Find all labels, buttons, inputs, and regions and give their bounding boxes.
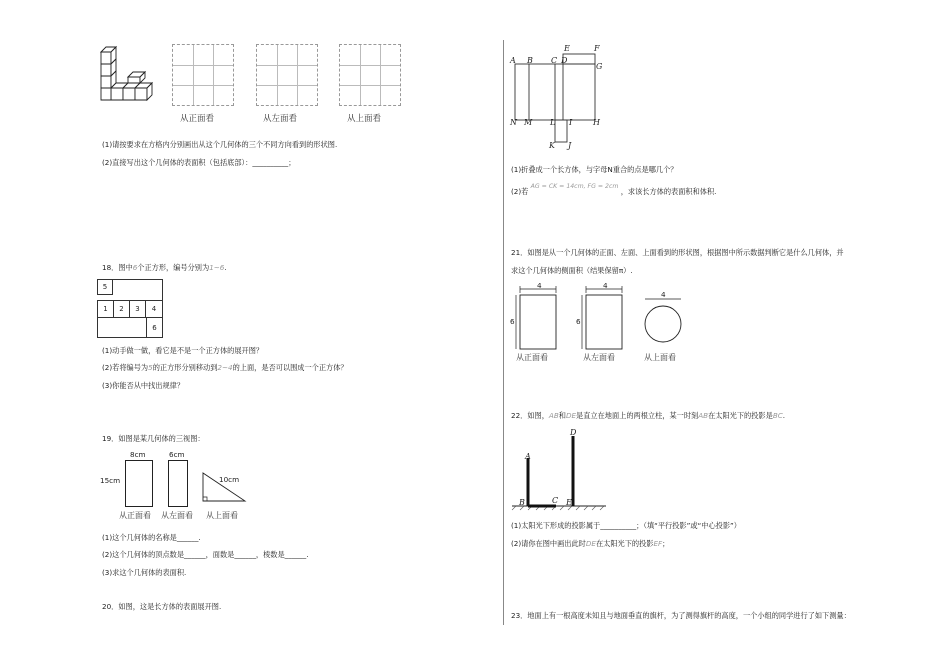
q22-label-A: A bbox=[525, 452, 531, 461]
caption-top: 从上面看 bbox=[347, 114, 382, 124]
q22-poles-figure bbox=[510, 430, 610, 510]
square-4: 4 bbox=[145, 300, 163, 318]
q22-ab2: AB bbox=[698, 411, 709, 420]
q18-range: 1~6 bbox=[209, 263, 225, 272]
net-label-B: B bbox=[527, 56, 533, 65]
q18-sub2-a: (2)若将编号为 bbox=[102, 363, 149, 372]
q18-sub3: (3)你能否从中找出规律？ bbox=[102, 381, 185, 390]
q23-stem: 23．地面上有一根高度未知且与地面垂直的旗杆，为了测得旗杆的高度，一个小组的同学进行了如下测量： bbox=[511, 611, 851, 620]
q22-sub2 bbox=[511, 540, 669, 547]
q18-num: 6 bbox=[132, 263, 138, 272]
net-label-K: K bbox=[549, 141, 555, 150]
q21-h-left: 6 bbox=[576, 317, 581, 326]
net-label-I: I bbox=[569, 118, 573, 127]
q19-left-rect bbox=[168, 460, 188, 507]
q18-sub2 bbox=[102, 364, 348, 371]
q22-bc: BC bbox=[772, 411, 783, 420]
q18-stem bbox=[102, 264, 227, 271]
square-big-bottom bbox=[97, 317, 147, 338]
q20-sub2 bbox=[511, 183, 717, 196]
q21-w-left: 4 bbox=[603, 281, 608, 290]
q20-sub2-eq: AG = CK = 14cm, FG = 2cm bbox=[530, 183, 619, 190]
net-label-G: G bbox=[596, 62, 603, 71]
q17-sub1: (1)请按要求在方格内分别画出从这个几何体的三个不同方向看到的形状图. bbox=[102, 140, 338, 149]
q22-label-D: D bbox=[570, 428, 577, 437]
caption-left: 从左面看 bbox=[263, 114, 298, 124]
q22-sub2-de: DE bbox=[585, 539, 596, 548]
q18-sub2-c: 的上面，是否可以围成一个正方体？ bbox=[232, 363, 348, 372]
q19-caption-left: 从左面看 bbox=[161, 511, 193, 520]
net-label-J: J bbox=[568, 141, 572, 150]
caption-front: 从正面看 bbox=[180, 114, 215, 124]
q21-caption-front: 从正面看 bbox=[516, 353, 548, 362]
square-1: 1 bbox=[97, 300, 114, 318]
q19-side-width: 6cm bbox=[169, 450, 185, 459]
q22-ab: AB bbox=[548, 411, 559, 420]
q22-label-E: E bbox=[566, 498, 572, 507]
q21-w-top: 4 bbox=[661, 290, 666, 299]
square-6: 6 bbox=[146, 317, 163, 338]
net-label-D: D bbox=[561, 56, 568, 65]
q22-stem-b: 和 bbox=[558, 411, 566, 420]
q19-caption-top: 从上面看 bbox=[206, 511, 238, 520]
net-label-N: N bbox=[510, 118, 517, 127]
q19-sub3: (3)求这个几何体的表面积. bbox=[102, 568, 187, 577]
square-2: 2 bbox=[113, 300, 130, 318]
q19-sub2: (2)这个几何体的顶点数是______，面数是______，棱数是______. bbox=[102, 550, 309, 559]
left-view-grid[interactable] bbox=[256, 44, 318, 106]
q22-stem bbox=[511, 412, 785, 419]
square-3: 3 bbox=[129, 300, 146, 318]
q22-stem-d: 在太阳光下的投影是 bbox=[708, 411, 773, 420]
q18-sub1: (1)动手做一做，看它是不是一个正方体的展开图？ bbox=[102, 346, 264, 355]
q19-height: 15cm bbox=[100, 476, 121, 485]
q19-front-rect bbox=[125, 460, 153, 507]
q19-front-width: 8cm bbox=[130, 450, 146, 459]
net-label-H: H bbox=[593, 118, 600, 127]
q21-stem2: 求这个几何体的侧面积（结果保留π）. bbox=[511, 266, 633, 275]
square-big-top bbox=[112, 279, 163, 301]
top-view-grid[interactable] bbox=[339, 44, 401, 106]
q19-hyp: 10cm bbox=[219, 475, 240, 484]
q22-sub2-ef: EF bbox=[653, 539, 663, 548]
q21-caption-top: 从上面看 bbox=[644, 353, 676, 362]
q18-stem-end: . bbox=[224, 263, 227, 272]
q20-sub2-b: ，求该长方体的表面积和体积. bbox=[620, 187, 717, 196]
q22-stem-a: 22．如图， bbox=[511, 411, 549, 420]
q22-label-B: B bbox=[519, 498, 525, 507]
column-divider bbox=[503, 40, 504, 625]
net-label-L: L bbox=[550, 118, 556, 127]
q22-sub2-b: 在太阳光下的投影 bbox=[595, 539, 654, 548]
q20-sub1: (1)折叠成一个长方体，与字母N重合的点是哪几个？ bbox=[511, 165, 678, 174]
q19-top-triangle bbox=[202, 472, 246, 502]
q21-w-front: 4 bbox=[537, 281, 542, 290]
q19-stem: 19．如图是某几何体的三视图： bbox=[102, 434, 205, 443]
q18-sub2-r: 2~4 bbox=[217, 363, 233, 372]
front-view-grid[interactable] bbox=[172, 44, 234, 106]
q17-sub2: (2)直接写出这个几何体的表面积（包括底部）：__________； bbox=[102, 158, 296, 167]
q22-stem-c: 是直立在地面上的两根立柱，某一时刻 bbox=[576, 411, 699, 420]
net-label-C: C bbox=[551, 56, 558, 65]
q22-sub1: (1)太阳光下形成的投影属于__________；（填“平行投影”或“中心投影”） bbox=[511, 521, 741, 530]
q18-sub2-b: 的正方形分别移动到 bbox=[152, 363, 218, 372]
q19-caption-front: 从正面看 bbox=[119, 511, 151, 520]
q22-sub2-a: (2)请你在图中画出此时 bbox=[511, 539, 586, 548]
q22-de: DE bbox=[565, 411, 577, 420]
q18-stem-b: 个正方形，编号分别为 bbox=[137, 263, 210, 272]
q21-h-front: 6 bbox=[510, 317, 515, 326]
q18-sub2-n: 5 bbox=[148, 363, 153, 372]
q21-stem1: 21．如图是从一个几何体的正面、左面、上面看到的形状图，根据图中所示数据判断它是什么几何体，并 bbox=[511, 248, 844, 257]
q22-label-C: C bbox=[552, 496, 559, 505]
square-5: 5 bbox=[97, 279, 113, 295]
net-label-F: F bbox=[594, 44, 600, 53]
net-label-A: A bbox=[510, 56, 516, 65]
q21-caption-left: 从左面看 bbox=[583, 353, 615, 362]
q22-stem-e: . bbox=[782, 411, 786, 420]
net-label-E: E bbox=[564, 44, 570, 53]
net-label-M: M bbox=[524, 118, 533, 127]
q20-sub2-a: (2)若 bbox=[511, 187, 529, 196]
q19-sub1: (1)这个几何体的名称是______. bbox=[102, 533, 201, 542]
q20-stem: 20．如图，这是长方体的表面展开图. bbox=[102, 602, 222, 611]
q18-stem-a: 18．图中 bbox=[102, 263, 133, 272]
q22-sub2-c: ； bbox=[662, 539, 670, 548]
cube-stack-figure bbox=[97, 44, 157, 102]
